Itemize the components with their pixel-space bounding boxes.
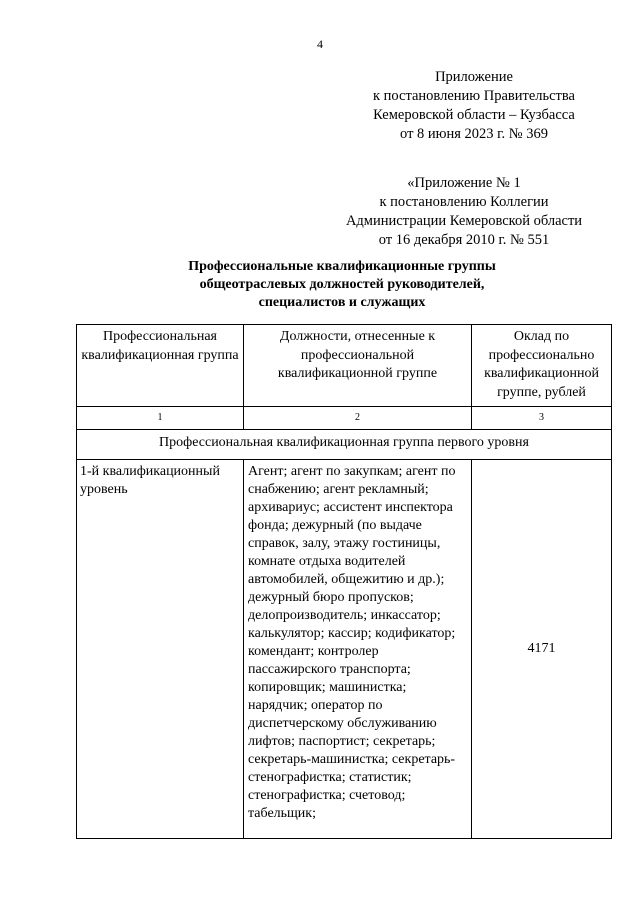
- table-header-row: [77, 325, 612, 407]
- title-line: общеотраслевых должностей руководителей,: [199, 277, 485, 292]
- appendix-main-line: от 8 июня 2023 г. № 369: [400, 126, 548, 142]
- header-positions: Должности, отнесенные к профессиональной квалификационной группе: [244, 325, 472, 407]
- header-group: Профессиональная квалификационная группа: [77, 325, 244, 407]
- document-title: [0, 258, 640, 312]
- title-line: Профессиональные квалификационные группы: [188, 259, 496, 274]
- header-salary: Оклад по профессионально квалификационной группе, рублей: [472, 325, 612, 407]
- appendix-1-line: к постановлению Коллегии: [379, 194, 549, 210]
- positions-list: Агент; агент по закупкам; агент по снабжению; агент рекламный; архивариус; ассистент инспектора фонда; дежурный (по выдаче справок, залу, этажу гостиницы, комнате отдыха водителей автомобилей, общежитию и др.); дежурный бюро пропусков; делопроизводитель; инкассатор; калькулятор; кассир; кодификатор; комендант; контролер пассажирского транспорта; копировщик; машинистка; нарядчик; оператор по диспетчерскому обслуживанию лифтов; паспортист; секретарь; секретарь-машинистка; секретарь-стенографистка; статистик; стенографистка; счетовод; табельщик;: [244, 460, 472, 839]
- column-number: 1: [77, 407, 244, 430]
- qualification-level: 1-й квалификационный уровень: [77, 460, 244, 839]
- column-number: 2: [244, 407, 472, 430]
- appendix-1-block: [334, 174, 594, 250]
- table-row: [77, 460, 612, 839]
- appendix-main-line: Кемеровской области – Кузбасса: [373, 107, 575, 123]
- appendix-main-line: к постановлению Правительства: [373, 88, 575, 104]
- group-title: Профессиональная квалификационная группа первого уровня: [77, 430, 612, 460]
- appendix-main-block: [354, 68, 594, 144]
- appendix-1-line: «Приложение № 1: [407, 175, 521, 191]
- appendix-1-line: Администрации Кемеровской области: [345, 213, 583, 229]
- salary-value: 4171: [472, 460, 612, 839]
- column-number-row: [77, 407, 612, 430]
- column-number: 3: [472, 407, 612, 430]
- title-line: специалистов и служащих: [258, 295, 426, 310]
- page-number: 4: [317, 37, 323, 51]
- appendix-main-line: Приложение: [435, 69, 513, 85]
- group-title-row: [77, 430, 612, 460]
- qualification-table: [76, 324, 612, 839]
- appendix-1-line: от 16 декабря 2010 г. № 551: [378, 232, 550, 248]
